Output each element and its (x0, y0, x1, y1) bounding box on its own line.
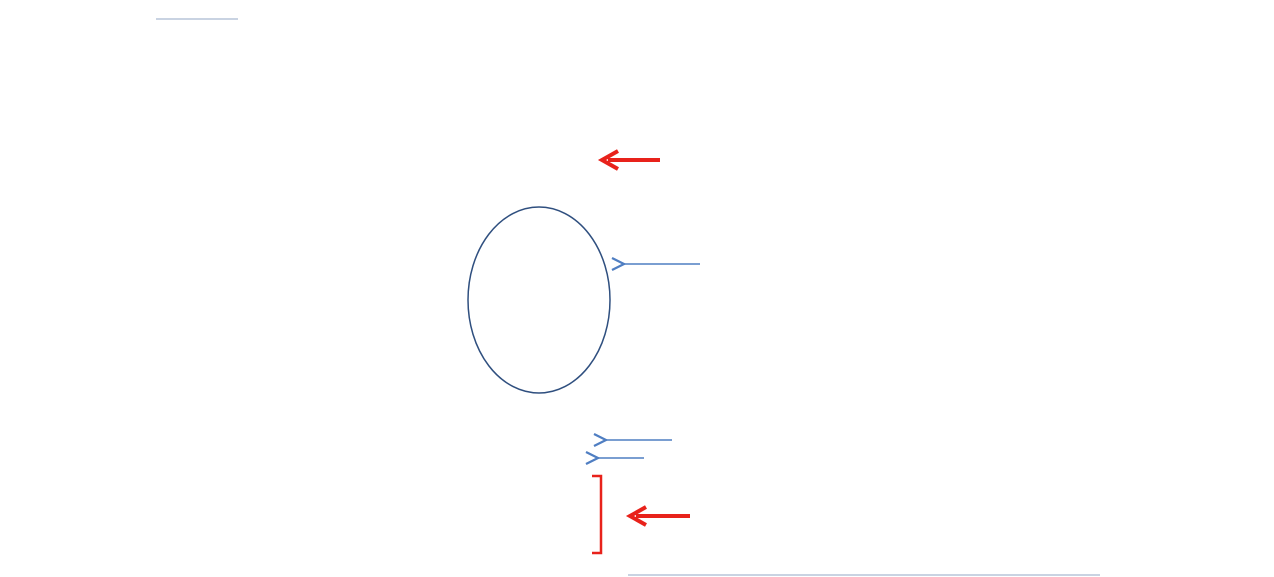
highlight-ellipse (468, 207, 610, 393)
red-arrow-icon (602, 151, 660, 169)
red-bracket (592, 476, 601, 553)
red-arrow-icon (630, 507, 690, 525)
